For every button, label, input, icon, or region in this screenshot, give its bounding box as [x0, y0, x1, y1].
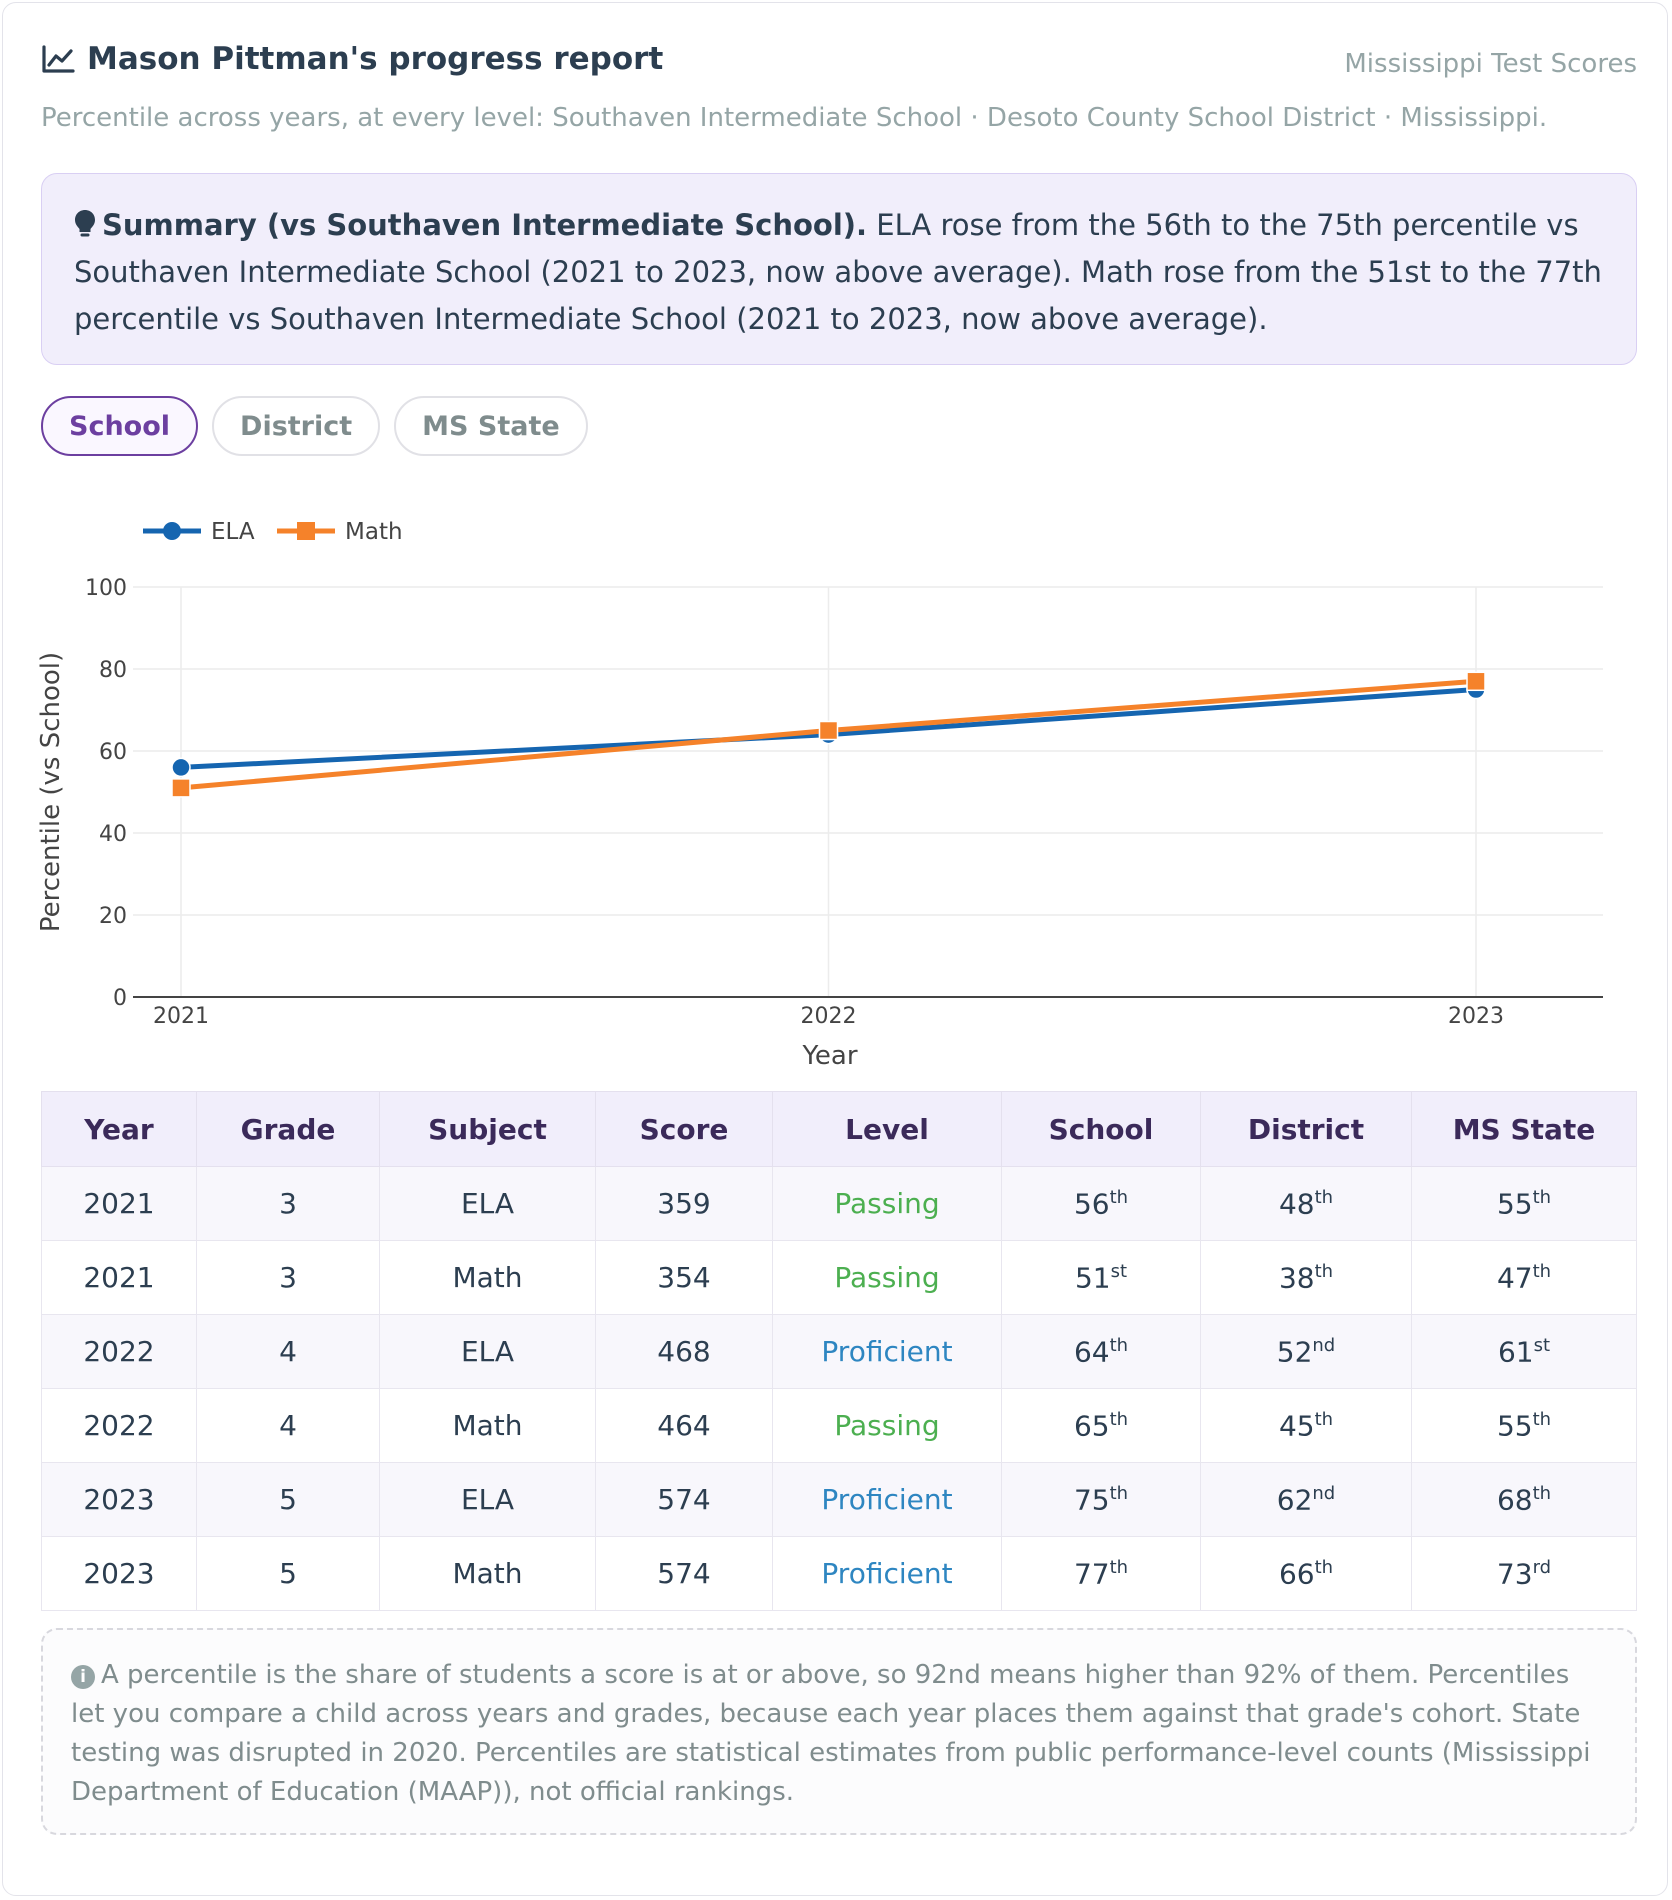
percentile-number: 62: [1276, 1483, 1313, 1517]
info-icon: i: [71, 1665, 95, 1689]
y-tick-label: 100: [85, 576, 127, 601]
cell-level: Proficient: [773, 1463, 1002, 1537]
cell-subject: Math: [380, 1537, 596, 1611]
cell-district-percentile: [1201, 1463, 1412, 1537]
y-tick-label: 20: [99, 904, 127, 929]
percentile-number: 64: [1073, 1335, 1110, 1369]
cell-state-percentile: [1412, 1463, 1637, 1537]
page-title: [41, 41, 663, 77]
percentile-number: 61: [1497, 1335, 1534, 1369]
ordinal-suffix: th: [1532, 1408, 1552, 1430]
ordinal-suffix: th: [1314, 1556, 1334, 1578]
col-ms-state: MS State: [1412, 1092, 1637, 1167]
y-tick-label: 60: [99, 740, 127, 765]
cell-grade: 3: [197, 1167, 380, 1241]
cell-state-percentile: [1412, 1537, 1637, 1611]
subtitle: Percentile across years, at every level: Southaven Intermediate School · Desoto County School District · Mississippi.: [41, 103, 1548, 133]
ordinal-suffix: th: [1314, 1186, 1334, 1208]
cell-state-percentile: [1412, 1315, 1637, 1389]
percentile-line-chart: [36, 503, 1637, 1083]
col-grade: Grade: [197, 1092, 380, 1167]
cell-level: Passing: [773, 1389, 1002, 1463]
level-tabs: [41, 396, 588, 456]
cell-score: 574: [596, 1463, 773, 1537]
y-axis-label: Percentile (vs School): [36, 651, 66, 933]
cell-district-percentile: [1201, 1167, 1412, 1241]
ordinal-suffix: th: [1314, 1408, 1334, 1430]
tab-ms-state[interactable]: MS State: [394, 396, 588, 456]
percentile-number: 73: [1496, 1557, 1533, 1591]
cell-grade: 5: [197, 1463, 380, 1537]
ordinal-suffix: th: [1109, 1186, 1129, 1208]
cell-subject: Math: [380, 1389, 596, 1463]
cell-school-percentile: [1002, 1315, 1201, 1389]
table-row: [42, 1315, 1637, 1389]
percentile-number: 75: [1073, 1483, 1110, 1517]
cell-score: 359: [596, 1167, 773, 1241]
cell-year: 2022: [42, 1389, 197, 1463]
line-chart-icon: [41, 44, 75, 74]
cell-score: 464: [596, 1389, 773, 1463]
ordinal-suffix: nd: [1312, 1334, 1336, 1356]
x-tick-label: 2023: [1448, 1004, 1504, 1029]
cell-level: Proficient: [773, 1537, 1002, 1611]
cell-subject: Math: [380, 1241, 596, 1315]
ordinal-suffix: th: [1109, 1408, 1129, 1430]
summary-heading: Summary (vs Southaven Intermediate School).: [102, 208, 868, 242]
x-tick-label: 2021: [153, 1004, 209, 1029]
footnote: [41, 1628, 1637, 1835]
col-school: School: [1002, 1092, 1201, 1167]
ordinal-suffix: th: [1314, 1260, 1334, 1282]
data-point-math: [820, 722, 838, 740]
y-tick-label: 0: [113, 986, 127, 1011]
cell-year: 2021: [42, 1167, 197, 1241]
y-tick-label: 40: [99, 822, 127, 847]
percentile-number: 66: [1278, 1557, 1315, 1591]
cell-grade: 5: [197, 1537, 380, 1611]
table-row: [42, 1167, 1637, 1241]
x-tick-label: 2022: [800, 1004, 857, 1029]
cell-district-percentile: [1201, 1315, 1412, 1389]
summary-box: [41, 173, 1637, 365]
cell-score: 354: [596, 1241, 773, 1315]
cell-subject: ELA: [380, 1315, 596, 1389]
table-header-row: [42, 1092, 1637, 1167]
cell-subject: ELA: [380, 1463, 596, 1537]
ordinal-suffix: st: [1110, 1260, 1128, 1282]
col-level: Level: [773, 1092, 1002, 1167]
cell-year: 2022: [42, 1315, 197, 1389]
tab-district[interactable]: District: [212, 396, 380, 456]
source-label: Mississippi Test Scores: [1344, 49, 1637, 79]
cell-state-percentile: [1412, 1167, 1637, 1241]
percentile-number: 56: [1073, 1187, 1110, 1221]
ordinal-suffix: th: [1532, 1186, 1552, 1208]
cell-level: Proficient: [773, 1315, 1002, 1389]
legend-label-math: Math: [345, 519, 403, 545]
percentile-number: 68: [1496, 1483, 1533, 1517]
percentile-number: 65: [1073, 1409, 1110, 1443]
legend-label-ela: ELA: [211, 519, 255, 545]
cell-state-percentile: [1412, 1241, 1637, 1315]
cell-grade: 3: [197, 1241, 380, 1315]
percentile-number: 52: [1276, 1335, 1313, 1369]
table-row: [42, 1389, 1637, 1463]
percentile-number: 55: [1496, 1187, 1533, 1221]
cell-school-percentile: [1002, 1241, 1201, 1315]
ordinal-suffix: th: [1532, 1260, 1552, 1282]
header: [41, 41, 1637, 85]
ordinal-suffix: rd: [1532, 1556, 1552, 1578]
cell-score: 468: [596, 1315, 773, 1389]
percentile-number: 77: [1073, 1557, 1110, 1591]
cell-school-percentile: [1002, 1463, 1201, 1537]
table-row: [42, 1537, 1637, 1611]
legend-marker-ela: [163, 522, 181, 540]
cell-district-percentile: [1201, 1389, 1412, 1463]
cell-grade: 4: [197, 1315, 380, 1389]
cell-school-percentile: [1002, 1167, 1201, 1241]
percentile-number: 38: [1278, 1261, 1315, 1295]
y-tick-label: 80: [99, 658, 127, 683]
summary-body: ELA rose from the 56th to the 75th percentile vs Southaven Intermediate School (2021 to 2023, now above average). Math rose from the 51st to the 77th percentile vs Southaven Intermediate School (2021 to 2023, now above average).: [74, 208, 1602, 336]
cell-year: 2023: [42, 1537, 197, 1611]
table-body: [42, 1167, 1637, 1611]
data-point-math: [1467, 672, 1485, 690]
page-title-text: Mason Pittman's progress report: [87, 41, 664, 77]
ordinal-suffix: th: [1109, 1482, 1129, 1504]
cell-score: 574: [596, 1537, 773, 1611]
cell-state-percentile: [1412, 1389, 1637, 1463]
ordinal-suffix: nd: [1312, 1482, 1336, 1504]
col-subject: Subject: [380, 1092, 596, 1167]
cell-level: Passing: [773, 1241, 1002, 1315]
report-card: [2, 2, 1668, 1896]
x-axis-label: Year: [802, 1041, 858, 1071]
percentile-number: 48: [1278, 1187, 1315, 1221]
table-row: [42, 1463, 1637, 1537]
cell-level: Passing: [773, 1167, 1002, 1241]
cell-school-percentile: [1002, 1389, 1201, 1463]
col-district: District: [1201, 1092, 1412, 1167]
percentile-number: 51: [1074, 1261, 1111, 1295]
data-point-math: [172, 779, 190, 797]
lightbulb-icon: [74, 209, 96, 239]
cell-district-percentile: [1201, 1537, 1412, 1611]
scores-table: [41, 1091, 1637, 1611]
legend-marker-math: [297, 522, 315, 540]
table-row: [42, 1241, 1637, 1315]
ordinal-suffix: th: [1109, 1334, 1129, 1356]
percentile-number: 55: [1496, 1409, 1533, 1443]
data-point-ela: [172, 758, 190, 776]
ordinal-suffix: st: [1533, 1334, 1551, 1356]
cell-district-percentile: [1201, 1241, 1412, 1315]
ordinal-suffix: th: [1109, 1556, 1129, 1578]
percentile-number: 47: [1496, 1261, 1533, 1295]
ordinal-suffix: th: [1532, 1482, 1552, 1504]
cell-grade: 4: [197, 1389, 380, 1463]
cell-year: 2021: [42, 1241, 197, 1315]
cell-school-percentile: [1002, 1537, 1201, 1611]
footnote-text: A percentile is the share of students a score is at or above, so 92nd means higher than 92% of them. Percentiles let you compare a child across years and grades, because each year places them against that grade's cohort. State testing was disrupted in 2020. Percentiles are statistical estimates from public performance-level counts (Mississippi Department of Education (MAAP)), not official rankings.: [71, 1660, 1591, 1807]
cell-subject: ELA: [380, 1167, 596, 1241]
col-year: Year: [42, 1092, 197, 1167]
col-score: Score: [596, 1092, 773, 1167]
tab-school[interactable]: School: [41, 396, 198, 456]
cell-year: 2023: [42, 1463, 197, 1537]
percentile-number: 45: [1278, 1409, 1315, 1443]
